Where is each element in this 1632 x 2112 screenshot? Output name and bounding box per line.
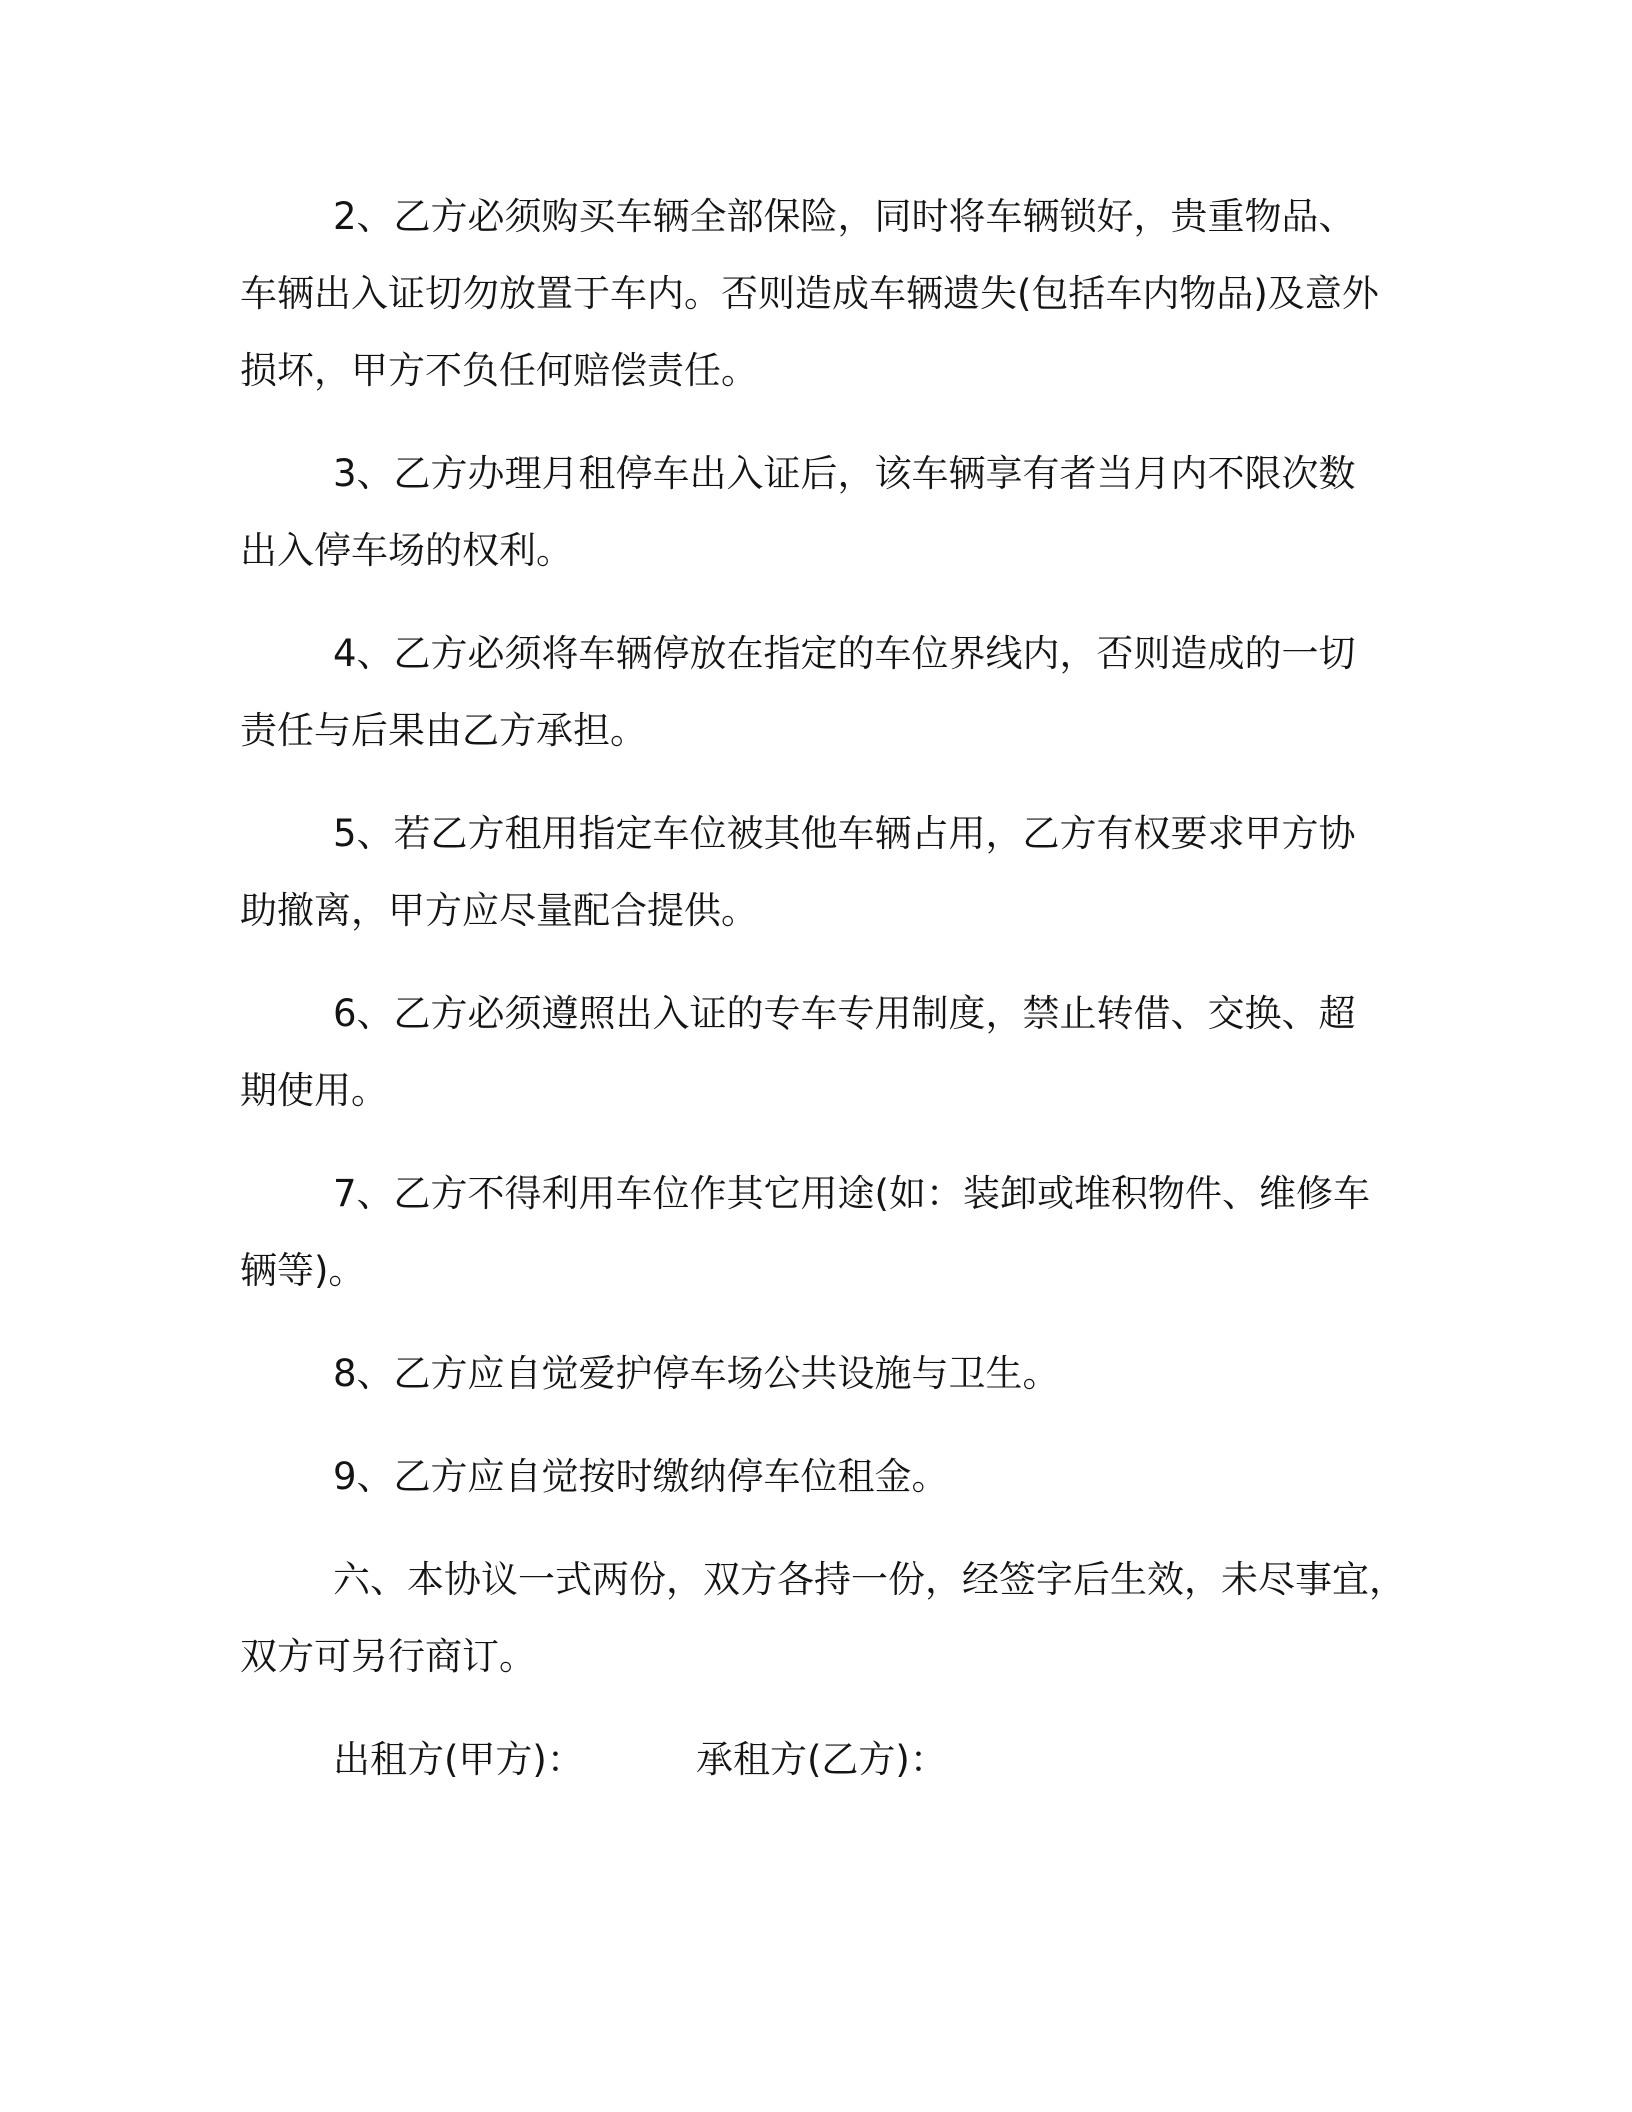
clause-7 — [240, 1155, 1432, 1309]
paragraph-line: 5、若乙方租用指定车位被其他车辆占用，乙方有权要求甲方协 — [333, 812, 1356, 855]
clause-3 — [240, 435, 1432, 589]
paragraph-line: 损坏，甲方不负任何赔偿责任。 — [240, 349, 758, 392]
paragraph-line: 双方可另行商订。 — [240, 1635, 536, 1678]
paragraph-line: 4、乙方必须将车辆停放在指定的车位界线内，否则造成的一切 — [333, 632, 1356, 675]
clause-4 — [240, 615, 1432, 769]
clause-6 — [240, 975, 1432, 1129]
paragraph-line: 六、本协议一式两份，双方各持一份，经签字后生效，未尽事宜， — [333, 1558, 1406, 1601]
lessee-signature-label: 承租方(乙方)： — [696, 1738, 947, 1781]
paragraph-line: 车辆出入证切勿放置于车内。否则造成车辆遗失(包括车内物品)及意外 — [240, 272, 1379, 315]
clause-5 — [240, 795, 1432, 949]
paragraph-line: 出入停车场的权利。 — [240, 529, 573, 572]
clause-2 — [240, 178, 1432, 409]
paragraph-line: 助撤离，甲方应尽量配合提供。 — [240, 889, 758, 932]
paragraph-line: 9、乙方应自觉按时缴纳停车位租金。 — [333, 1455, 949, 1498]
lessor-signature-label: 出租方(甲方)： — [333, 1738, 584, 1781]
paragraph-line: 责任与后果由乙方承担。 — [240, 709, 647, 752]
signature-line — [240, 1721, 1432, 1798]
paragraph-line: 辆等)。 — [240, 1249, 366, 1292]
paragraph-line: 8、乙方应自觉爱护停车场公共设施与卫生。 — [333, 1352, 1060, 1395]
paragraph-line: 2、乙方必须购买车辆全部保险，同时将车辆锁好，贵重物品、 — [333, 195, 1356, 238]
clause-9 — [240, 1438, 1432, 1515]
clause-8 — [240, 1335, 1432, 1412]
paragraph-line: 6、乙方必须遵照出入证的专车专用制度，禁止转借、交换、超 — [333, 992, 1356, 1035]
article-6 — [240, 1541, 1432, 1695]
paragraph-line: 3、乙方办理月租停车出入证后，该车辆享有者当月内不限次数 — [333, 452, 1356, 495]
paragraph-line: 7、乙方不得利用车位作其它用途(如：装卸或堆积物件、维修车 — [333, 1172, 1370, 1215]
paragraph-line: 期使用。 — [240, 1069, 388, 1112]
